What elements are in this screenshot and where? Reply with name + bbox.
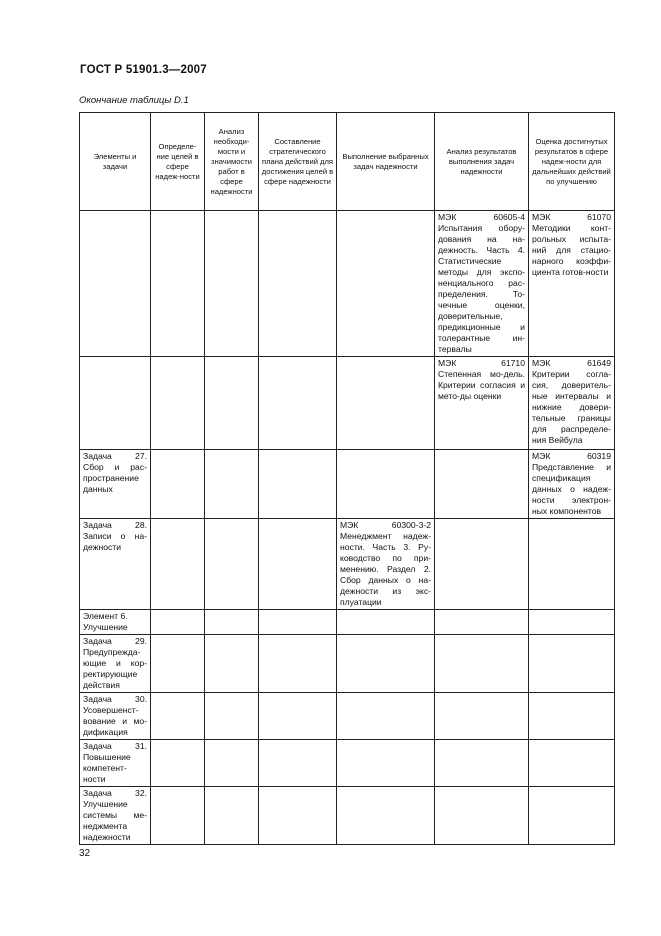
- cell-empty: [259, 450, 337, 519]
- cell-analysis: МЭК 60605-4 Испытания обору-дования на на-дежность. Часть 4. Статистические методы для экспо-ненциального рас-пределения. То-чечные оценки, доверительные, предикционные и толерантные ин-тервалы: [435, 211, 529, 357]
- cell-empty: [151, 211, 205, 357]
- cell-task: Задача 27. Сбор и рас-пространение данных: [80, 450, 151, 519]
- table-caption: Окончание таблицы D.1: [79, 95, 189, 106]
- cell-analysis: [435, 519, 529, 610]
- cell-task: Задача 31. Повышение компетент-ности: [80, 740, 151, 787]
- cell-task: [80, 357, 151, 450]
- cell-empty: [205, 610, 259, 635]
- cell-empty: [259, 610, 337, 635]
- cell-assessment: [529, 610, 615, 635]
- table-row: [80, 693, 615, 740]
- cell-empty: [151, 787, 205, 845]
- cell-empty: [259, 211, 337, 357]
- cell-analysis: [435, 635, 529, 693]
- cell-empty: [151, 450, 205, 519]
- cell-assessment: [529, 740, 615, 787]
- cell-empty: [205, 450, 259, 519]
- reliability-table: [79, 112, 615, 845]
- table-row: [80, 450, 615, 519]
- table-row: [80, 211, 615, 357]
- cell-task: Задача 30. Усовершенст-вование и мо-дификация: [80, 693, 151, 740]
- column-header-need-analysis: Анализ необходи-мости и значимости работ в сфере надежности: [205, 113, 259, 211]
- cell-perform: [337, 357, 435, 450]
- cell-empty: [151, 357, 205, 450]
- cell-perform: [337, 635, 435, 693]
- page-number: 32: [79, 848, 91, 859]
- cell-task: Задача 29. Предупрежда-ющие и кор-ректирующие действия: [80, 635, 151, 693]
- cell-empty: [151, 740, 205, 787]
- cell-empty: [259, 519, 337, 610]
- cell-empty: [259, 787, 337, 845]
- column-header-goals: Определе-ние целей в сфере надеж-ности: [151, 113, 205, 211]
- cell-assessment: МЭК 61649 Критерии согла-сия, доверитель-ные интервалы и нижние довери-тельные границы для распределе-ния Вейбула: [529, 357, 615, 450]
- column-header-analysis-results: Анализ результатов выполнения задач надежности: [435, 113, 529, 211]
- cell-empty: [205, 740, 259, 787]
- cell-perform: [337, 610, 435, 635]
- cell-task: [80, 211, 151, 357]
- cell-element-heading: Элемент 6. Улучшение: [80, 610, 151, 635]
- cell-empty: [259, 635, 337, 693]
- table-row: [80, 635, 615, 693]
- cell-empty: [259, 740, 337, 787]
- cell-assessment: МЭК 61070 Методики конт-рольных испыта-ний для стацио-нарного коэффи-циента готов-ности: [529, 211, 615, 357]
- cell-assessment: [529, 635, 615, 693]
- cell-empty: [151, 519, 205, 610]
- cell-empty: [205, 787, 259, 845]
- column-header-assessment: Оценка достигнутых результатов в сфере надеж-ности для дальнейших действий по улучшению: [529, 113, 615, 211]
- cell-analysis: МЭК 61710 Степенная мо-дель. Критерии согласия и мето-ды оценки: [435, 357, 529, 450]
- column-header-strategic-plan: Составление стратегического плана действий для достижения целей в сфере надежности: [259, 113, 337, 211]
- cell-empty: [259, 357, 337, 450]
- cell-perform: [337, 693, 435, 740]
- column-header-elements: Элементы и задачи: [80, 113, 151, 211]
- cell-assessment: МЭК 60319 Представление и спецификация данных о надеж-ности электрон-ных компонентов: [529, 450, 615, 519]
- cell-empty: [151, 693, 205, 740]
- cell-perform: МЭК 60300-3-2 Менеджмент надеж-ности. Часть 3. Ру-ководство по при-менению. Раздел 2. Сбор данных о на-дежности из экс-плуатации: [337, 519, 435, 610]
- table-row: [80, 610, 615, 635]
- cell-empty: [205, 519, 259, 610]
- table-row: [80, 357, 615, 450]
- table-row: [80, 740, 615, 787]
- cell-perform: [337, 740, 435, 787]
- cell-empty: [205, 693, 259, 740]
- column-header-perform-tasks: Выполнение выбранных задач надежности: [337, 113, 435, 211]
- cell-analysis: [435, 450, 529, 519]
- document-title: ГОСТ Р 51901.3—2007: [80, 64, 207, 76]
- cell-empty: [151, 610, 205, 635]
- cell-empty: [205, 357, 259, 450]
- cell-analysis: [435, 610, 529, 635]
- cell-analysis: [435, 693, 529, 740]
- cell-empty: [259, 693, 337, 740]
- cell-assessment: [529, 519, 615, 610]
- cell-task: Задача 32. Улучшение системы ме-неджмента надежности: [80, 787, 151, 845]
- cell-analysis: [435, 740, 529, 787]
- cell-empty: [151, 635, 205, 693]
- cell-perform: [337, 450, 435, 519]
- table-row: [80, 787, 615, 845]
- cell-empty: [205, 211, 259, 357]
- cell-assessment: [529, 693, 615, 740]
- cell-analysis: [435, 787, 529, 845]
- table-row: [80, 519, 615, 610]
- cell-perform: [337, 211, 435, 357]
- cell-task: Задача 28. Записи о на-дежности: [80, 519, 151, 610]
- table-header-row: [80, 113, 615, 211]
- cell-assessment: [529, 787, 615, 845]
- cell-empty: [205, 635, 259, 693]
- cell-perform: [337, 787, 435, 845]
